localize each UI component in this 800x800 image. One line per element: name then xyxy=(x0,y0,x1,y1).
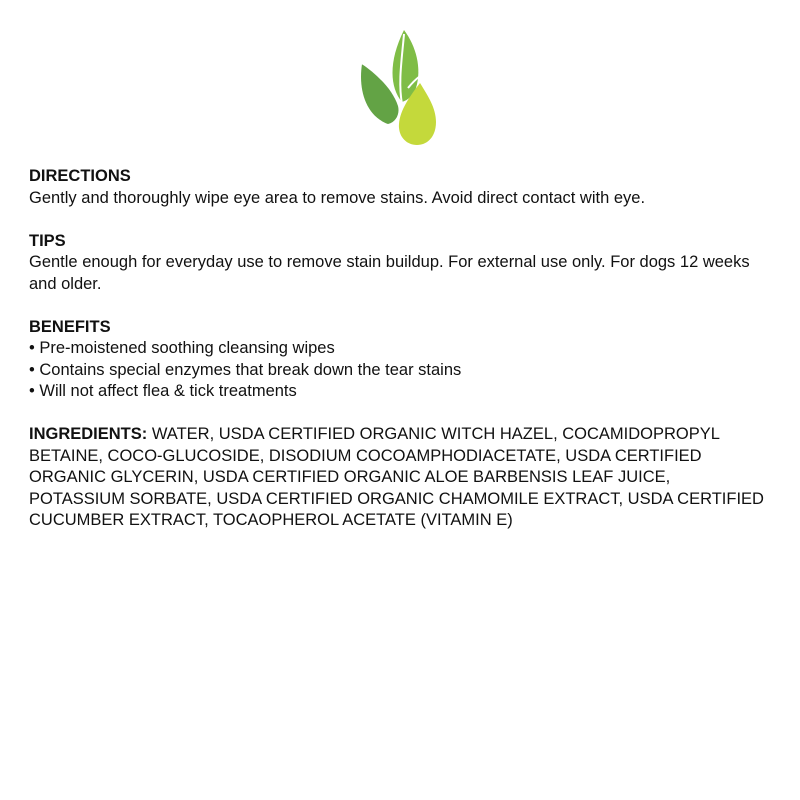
ingredients-section xyxy=(29,424,769,532)
list-item: • Pre-moistened soothing cleansing wipes xyxy=(29,338,769,360)
ingredients-text: WATER, USDA CERTIFIED ORGANIC WITCH HAZEL, COCAMIDOPROPYL BETAINE, COCO-GLUCOSIDE, DISODIUM COCOAMPHODIACETATE, USDA CERTIFIED ORGANIC GLYCERIN, USDA CERTIFIED ORGANIC ALOE BARBENSIS LEAF JUICE, POTASSIUM SORBATE, USDA CERTIFIED ORGANIC CHAMOMILE EXTRACT, USDA CERTIFIED CUCUMBER EXTRACT, TOCAOPHEROL ACETATE (VITAMIN E) xyxy=(29,425,764,529)
list-item: • Will not affect flea & tick treatments xyxy=(29,381,769,403)
tips-heading: TIPS xyxy=(29,231,66,250)
ingredients-label: INGREDIENTS: xyxy=(29,425,148,443)
benefits-list xyxy=(29,338,769,403)
tips-section xyxy=(29,231,769,296)
tips-text: Gentle enough for everyday use to remove stain buildup. For external use only. For dogs 12 weeks and older. xyxy=(29,253,750,293)
directions-heading: DIRECTIONS xyxy=(29,167,131,185)
list-item: • Contains special enzymes that break down the tear stains xyxy=(29,360,769,382)
benefits-heading: BENEFITS xyxy=(29,317,111,336)
directions-section xyxy=(29,166,769,209)
product-info xyxy=(29,166,769,553)
directions-text: Gently and thoroughly wipe eye area to remove stains. Avoid direct contact with eye. xyxy=(29,188,646,207)
leaf-drop-icon xyxy=(358,28,438,148)
benefits-section xyxy=(29,317,769,403)
